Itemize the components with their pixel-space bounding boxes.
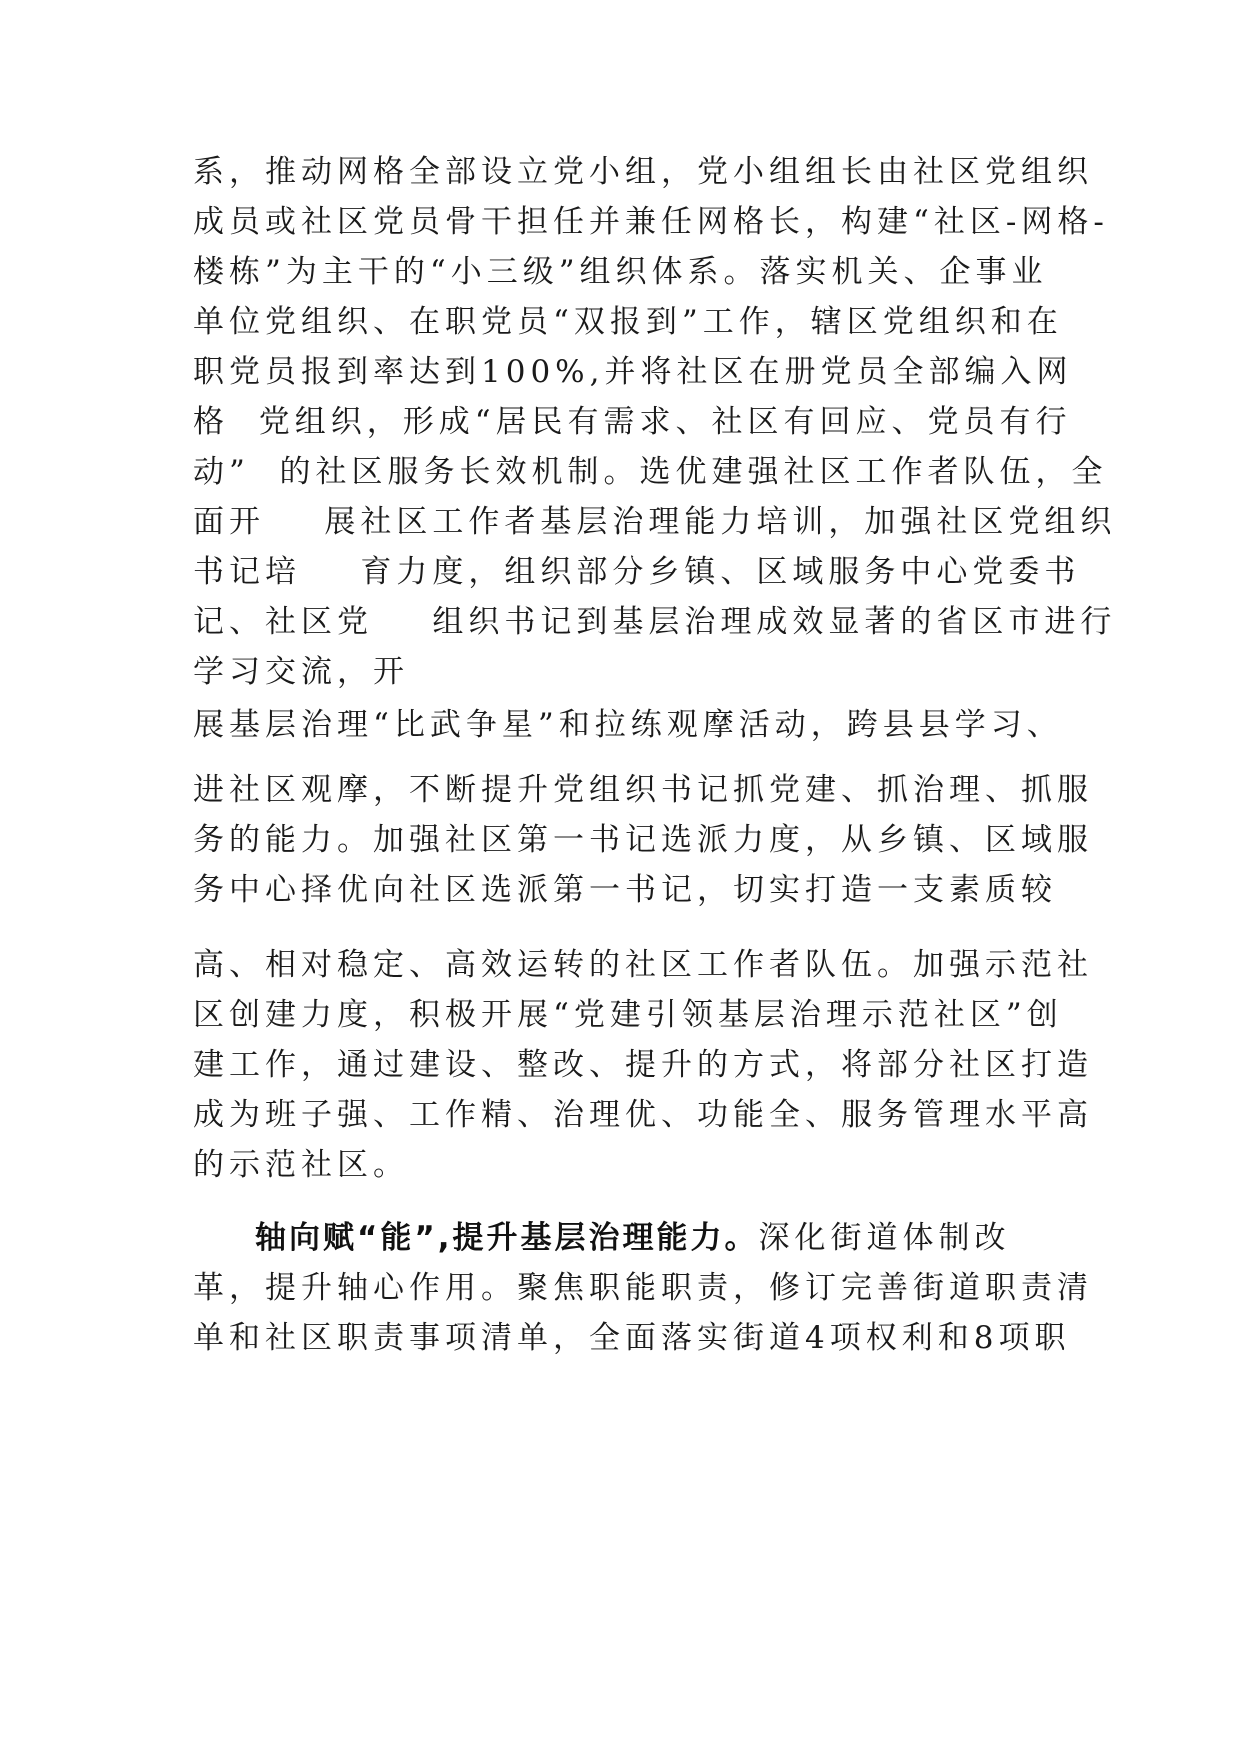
text-line: 动” 的社区服务长效机制。选优建强社区工作者队伍，全 <box>193 454 1108 490</box>
text-line: 单位党组织、在职党员“双报到”工作，辖区党组织和在 <box>193 304 1063 340</box>
text-line: 革，提升轴心作用。聚焦职能职责，修订完善街道职责清 <box>193 1270 1093 1306</box>
text-line: 务中心择优向社区选派第一书记，切实打造一支素质较 <box>193 872 1057 908</box>
text-line: 建工作，通过建设、整改、提升的方式，将部分社区打造 <box>193 1047 1093 1083</box>
text-line: 成员或社区党员骨干担任并兼任网格长，构建“社区-网格- <box>193 204 1109 240</box>
paragraph-heading-line <box>255 1218 1011 1258</box>
text-line: 务的能力。加强社区第一书记选派力度，从乡镇、区域服 <box>193 822 1093 858</box>
text-line: 职党员报到率达到100%,并将社区在册党员全部编入网 <box>193 354 1073 390</box>
text-line: 区创建力度，积极开展“党建引领基层治理示范社区”创 <box>193 997 1063 1033</box>
text-line: 系，推动网格全部设立党小组，党小组组长由社区党组织 <box>193 154 1093 190</box>
text-line: 进社区观摩，不断提升党组织书记抓党建、抓治理、抓服 <box>193 772 1093 808</box>
text-line: 展基层治理“比武争星”和拉练观摩活动，跨县县学习、 <box>193 707 1063 743</box>
paragraph-heading: 轴向赋“能”,提升基层治理能力。 <box>255 1220 759 1256</box>
text-line: 书记培 育力度，组织部分乡镇、区域服务中心党委书 <box>193 554 1081 590</box>
text-line: 学习交流，开 <box>193 654 409 690</box>
text-line: 楼栋”为主干的“小三级”组织体系。落实机关、企事业 <box>193 254 1048 290</box>
text-line: 高、相对稳定、高效运转的社区工作者队伍。加强示范社 <box>193 947 1093 983</box>
text-line: 的示范社区。 <box>193 1147 409 1183</box>
text-line: 成为班子强、工作精、治理优、功能全、服务管理水平高 <box>193 1097 1093 1133</box>
text-span: 深化街道体制改 <box>758 1220 1011 1256</box>
text-line: 面开 展社区工作者基层治理能力培训，加强社区党组织 <box>193 504 1117 540</box>
text-line: 格 党组织，形成“居民有需求、社区有回应、党员有行 <box>193 404 1072 440</box>
text-line: 记、社区党 组织书记到基层治理成效显著的省区市进行 <box>193 604 1117 640</box>
text-line: 单和社区职责事项清单，全面落实街道4项权利和8项职 <box>193 1320 1071 1356</box>
